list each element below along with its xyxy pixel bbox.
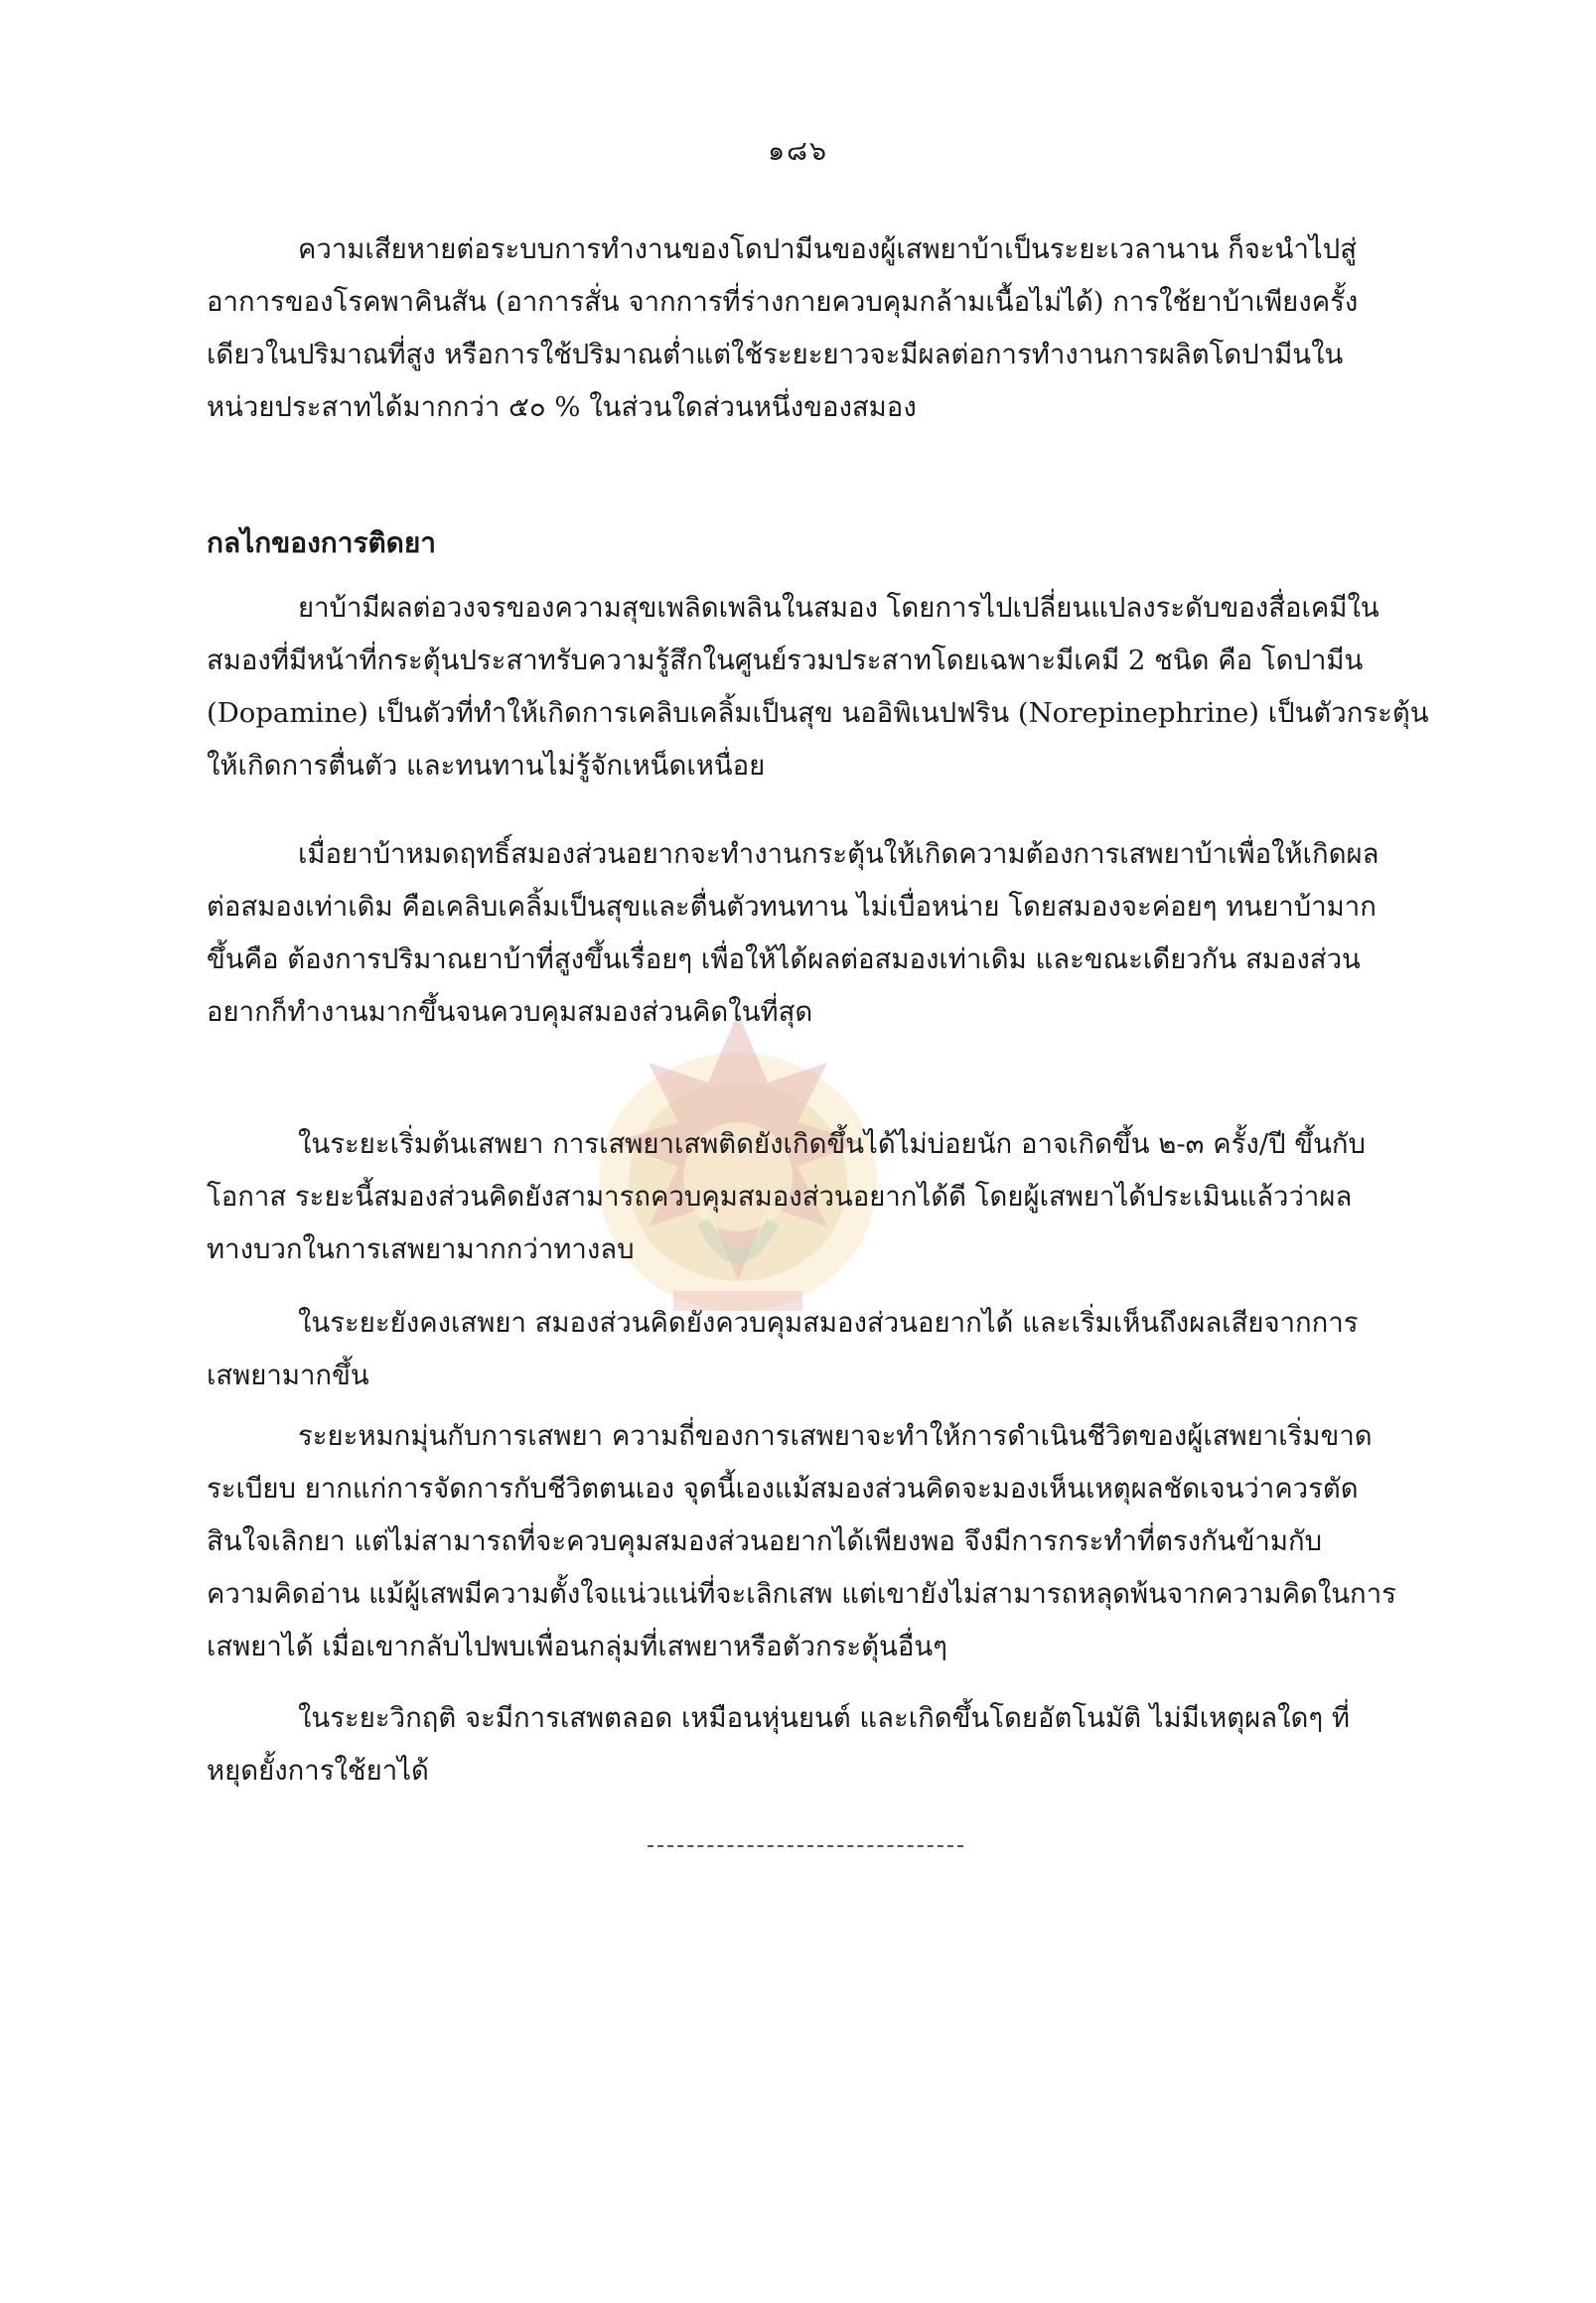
paragraph-1-line-1: ความเสียหายต่อระบบการทำงานของโดปามีนของผู้เสพยาบ้าเป็นระยะเวลานาน ก็จะนำไปสู่ [298, 233, 1357, 265]
paragraph-7 [207, 1692, 1408, 1798]
paragraph-6-line-5: เสพยาได้ เมื่อเขากลับไปพบเพื่อนกลุ่มที่เสพยาหรือตัวกระตุ้นอื่นๆ [207, 1631, 947, 1662]
paragraph-7-line-2: หยุดยั้งการใช้ยาได้ [207, 1755, 429, 1787]
paragraph-3-line-3: ขึ้นคือ ต้องการปริมาณยาบ้าที่สูงขึ้นเรื่อยๆ เพื่อให้ได้ผลต่อสมองเท่าเดิม และขณะเดียวกัน สมองส่วน [207, 943, 1361, 975]
paragraph-1 [207, 223, 1408, 434]
paragraph-3-line-1: เมื่อยาบ้าหมดฤทธิ์สมองส่วนอยากจะทำงานกระตุ้นให้เกิดความต้องการเสพยาบ้าเพื่อให้เกิดผล [298, 838, 1379, 870]
paragraph-4-line-3: ทางบวกในการเสพยามากกว่าทางลบ [207, 1233, 635, 1265]
paragraph-4-line-1: ในระยะเริ่มต้นเสพยา การเสพยาเสพติดยังเกิดขึ้นได้ไม่บ่อยนัก อาจเกิดขึ้น ๒-๓ ครั้ง/ปี ขึ้นกับ [298, 1128, 1366, 1160]
paragraph-2-line-3: (Dopamine) เป็นตัวที่ทำให้เกิดการเคลิบเคลิ้มเป็นสุข นออิพิเนปฟริน (Norepinephrine) เป็นตัวกระตุ้น [207, 697, 1429, 729]
paragraph-6-line-3: สินใจเลิกยา แต่ไม่สามารถที่จะควบคุมสมองส่วนอยากได้เพียงพอ จึงมีการกระทำที่ตรงกันข้ามกับ [207, 1525, 1323, 1557]
paragraph-1-line-2: อาการของโรคพาคินสัน (อาการสั่น จากการที่ร่างกายควบคุมกล้ามเนื้อไม่ได้) การใช้ยาบ้าเพียงครั้ง [207, 286, 1359, 318]
paragraph-1-line-3: เดียวในปริมาณที่สูง หรือการใช้ปริมาณต่ำแต่ใช้ระยะยาวจะมีผลต่อการทำงานการผลิตโดปามีนใน [207, 339, 1344, 370]
page-number: ๑๘๖ [767, 136, 829, 167]
paragraph-1-line-4: หน่วยประสาทได้มากกว่า ๕๐ % ในส่วนใดส่วนหนึ่งของสมอง [207, 391, 917, 423]
paragraph-4-line-2: โอกาส ระยะนี้สมองส่วนคิดยังสามารถควบคุมสมองส่วนอยากได้ดี โดยผู้เสพยาได้ประเมินแล้วว่าผล [207, 1181, 1353, 1213]
paragraph-5 [207, 1297, 1408, 1402]
paragraph-3-line-4: อยากก็ทำงานมากขึ้นจนควบคุมสมองส่วนคิดในที่สุด [207, 996, 813, 1028]
paragraph-2-line-4: ให้เกิดการตื่นตัว และทนทานไม่รู้จักเหน็ดเหนื่อย [207, 750, 766, 782]
paragraph-3 [207, 828, 1408, 1039]
paragraph-6-line-1: ระยะหมกมุ่นกับการเสพยา ความถี่ของการเสพยาจะทำให้การดำเนินชีวิตของผู้เสพยาเริ่มขาด [298, 1420, 1373, 1452]
paragraph-2 [207, 582, 1429, 792]
paragraph-6-line-2: ระเบียบ ยากแก่การจัดการกับชีวิตตนเอง จุดนี้เองแม้สมองส่วนคิดจะมองเห็นเหตุผลชัดเจนว่าควรตัด [207, 1473, 1359, 1505]
paragraph-7-line-1: ในระยะวิกฤติ จะมีการเสพตลอด เหมือนหุ่นยนต์ และเกิดขึ้นโดยอัตโนมัติ ไม่มีเหตุผลใดๆ ที่ [298, 1702, 1351, 1734]
paragraph-5-line-2: เสพยามากขึ้น [207, 1360, 369, 1391]
paragraph-6 [207, 1410, 1408, 1673]
end-divider [648, 1845, 963, 1847]
paragraph-3-line-2: ต่อสมองเท่าเดิม คือเคลิบเคลิ้มเป็นสุขและตื่นตัวทนทาน ไม่เบื่อหน่าย โดยสมองจะค่อยๆ ทนยาบ้ามาก [207, 891, 1377, 923]
paragraph-6-line-4: ความคิดอ่าน แม้ผู้เสพมีความตั้งใจแน่วแน่ที่จะเลิกเสพ แต่เขายังไม่สามารถหลุดพ้นจากความคิดในการ [207, 1578, 1396, 1610]
paragraph-4 [207, 1118, 1408, 1276]
paragraph-2-line-1: ยาบ้ามีผลต่อวงจรของความสุขเพลิดเพลินในสมอง โดยการไปเปลี่ยนแปลงระดับของสื่อเคมีใน [298, 592, 1379, 624]
section-heading: กลไกของการติดยา [207, 526, 436, 559]
paragraph-2-line-2: สมองที่มีหน้าที่กระตุ้นประสาทรับความรู้สึกในศูนย์รวมประสาทโดยเฉพาะมีเคมี 2 ชนิด คือ โดปามีน [207, 645, 1364, 676]
paragraph-5-line-1: ในระยะยังคงเสพยา สมองส่วนคิดยังควบคุมสมองส่วนอยากได้ และเริ่มเห็นถึงผลเสียจากการ [298, 1307, 1359, 1339]
